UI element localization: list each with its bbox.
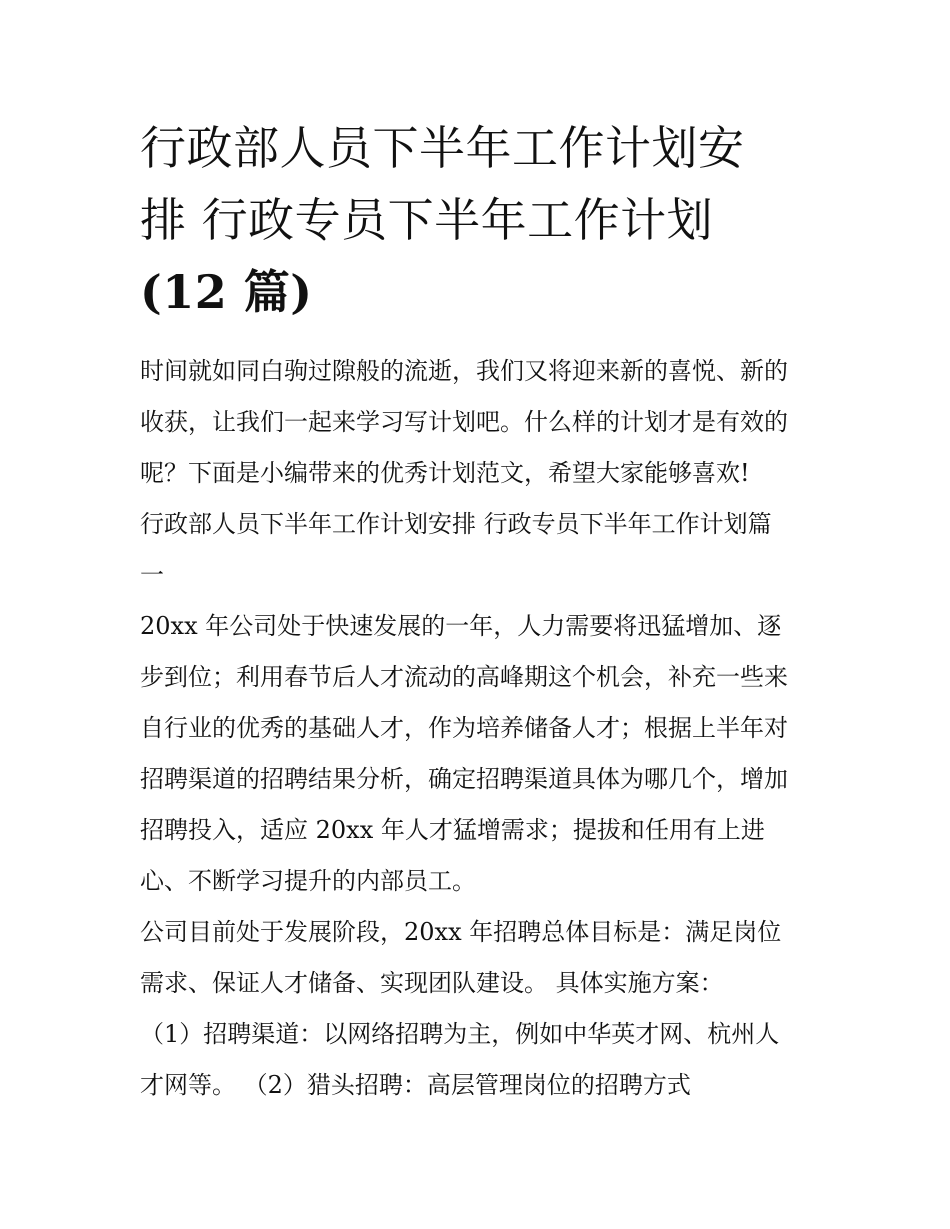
- body-line: 呢？下面是小编带来的优秀计划范文，希望大家能够喜欢!: [140, 459, 750, 487]
- body-line: 时间就如同白驹过隙般的流逝，我们又将迎来新的喜悦、新的: [140, 357, 788, 385]
- body-line: 20xx 年公司处于快速发展的一年，人力需要将迅猛增加、逐: [140, 612, 782, 640]
- document-page: [140, 112, 820, 1111]
- document-title: [140, 112, 820, 328]
- body-line: 心、不断学习提升的内部员工。: [140, 867, 476, 895]
- document-body: [140, 346, 820, 1111]
- title-line-2: 排 行政专员下半年工作计划: [140, 193, 714, 247]
- body-line: 公司目前处于发展阶段，20xx 年招聘总体目标是：满足岗位: [140, 918, 782, 946]
- body-line: 招聘投入，适应 20xx 年人才猛增需求；提拔和任用有上进: [140, 816, 765, 844]
- body-line: 步到位；利用春节后人才流动的高峰期这个机会，补充一些来: [140, 663, 788, 691]
- body-line: 收获，让我们一起来学习写计划吧。什么样的计划才是有效的: [140, 408, 788, 436]
- title-line-1: 行政部人员下半年工作计划安: [140, 121, 745, 175]
- body-line: 才网等。 （2）猎头招聘：高层管理岗位的招聘方式: [140, 1071, 691, 1099]
- section-heading-line: 行政部人员下半年工作计划安排 行政专员下半年工作计划篇: [140, 510, 772, 538]
- section-heading-line: 一: [140, 561, 164, 589]
- body-line: 需求、保证人才储备、实现团队建设。 具体实施方案：: [140, 969, 724, 997]
- body-line: （1）招聘渠道：以网络招聘为主，例如中华英才网、杭州人: [140, 1020, 780, 1048]
- title-line-3: (12 篇): [140, 265, 313, 319]
- body-line: 招聘渠道的招聘结果分析，确定招聘渠道具体为哪几个，增加: [140, 765, 788, 793]
- body-line: 自行业的优秀的基础人才，作为培养储备人才；根据上半年对: [140, 714, 788, 742]
